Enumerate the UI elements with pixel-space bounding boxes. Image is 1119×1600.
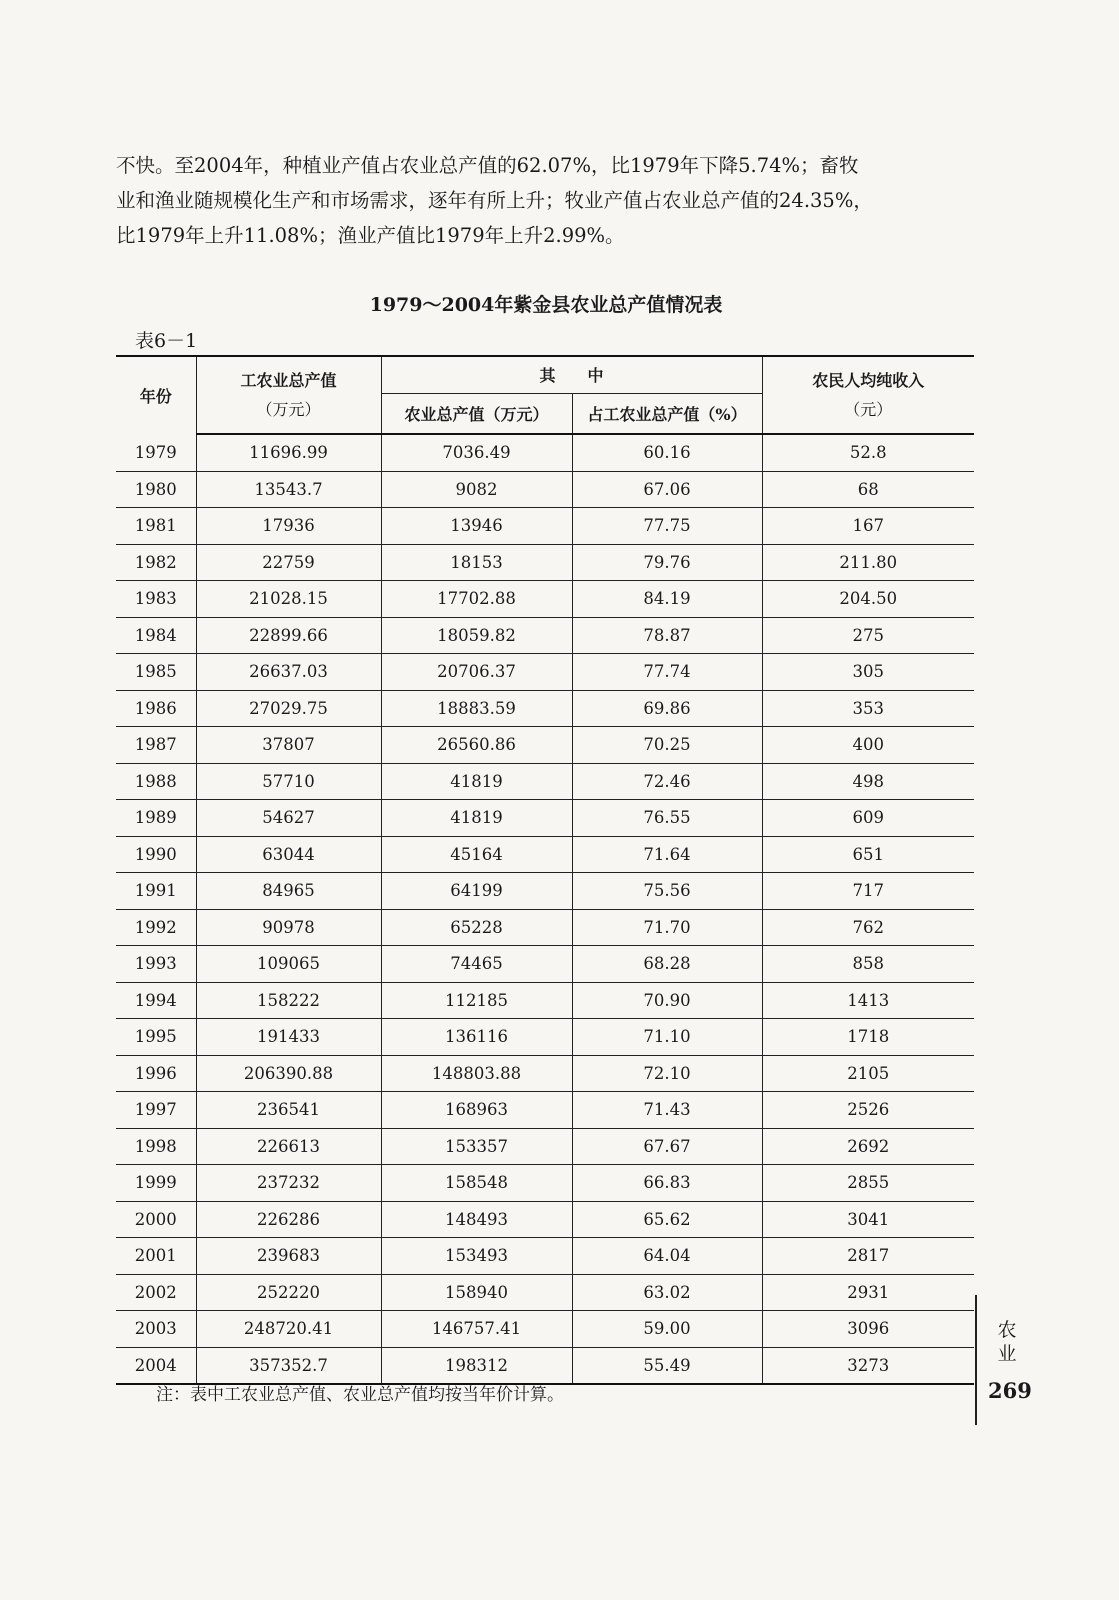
cell-year: 1998 [116,1128,196,1165]
cell-gross-output: 22759 [196,544,381,581]
cell-gross-output: 206390.88 [196,1055,381,1092]
cell-gross-output: 63044 [196,836,381,873]
cell-year: 1981 [116,508,196,545]
cell-agri-share: 75.56 [572,873,762,910]
table-row [116,1238,974,1275]
cell-agri-output: 13946 [381,508,572,545]
cell-agri-output: 18059.82 [381,617,572,654]
cell-agri-output: 148493 [381,1201,572,1238]
cell-gross-output: 57710 [196,763,381,800]
table-title: 1979～2004年紫金县农业总产值情况表 [369,294,723,316]
cell-gross-output: 248720.41 [196,1311,381,1348]
cell-year: 1986 [116,690,196,727]
cell-income: 762 [762,909,974,946]
cell-gross-output: 27029.75 [196,690,381,727]
table-row [116,763,974,800]
cell-year: 1997 [116,1092,196,1129]
cell-agri-share: 63.02 [572,1274,762,1311]
cell-income: 651 [762,836,974,873]
header-agri-share: 占工农业总产值（%） [572,393,762,434]
cell-income: 717 [762,873,974,910]
cell-gross-output: 226613 [196,1128,381,1165]
cell-gross-output: 236541 [196,1092,381,1129]
cell-agri-share: 76.55 [572,800,762,837]
cell-agri-share: 67.06 [572,471,762,508]
cell-year: 1989 [116,800,196,837]
cell-year: 1982 [116,544,196,581]
cell-income: 2692 [762,1128,974,1165]
table-row [116,690,974,727]
cell-gross-output: 239683 [196,1238,381,1275]
cell-year: 1987 [116,727,196,764]
cell-agri-share: 69.86 [572,690,762,727]
cell-income: 211.80 [762,544,974,581]
cell-agri-output: 158940 [381,1274,572,1311]
cell-gross-output: 252220 [196,1274,381,1311]
cell-income: 305 [762,654,974,691]
table-row [116,1201,974,1238]
header-gross-output-unit: （万元） [196,393,381,434]
section-label [994,1318,1020,1366]
cell-year: 1991 [116,873,196,910]
table-row [116,946,974,983]
cell-agri-share: 79.76 [572,544,762,581]
cell-agri-output: 198312 [381,1347,572,1384]
cell-year: 1995 [116,1019,196,1056]
cell-agri-output: 136116 [381,1019,572,1056]
cell-agri-share: 71.10 [572,1019,762,1056]
cell-agri-share: 71.70 [572,909,762,946]
cell-gross-output: 109065 [196,946,381,983]
table-row [116,471,974,508]
cell-gross-output: 22899.66 [196,617,381,654]
cell-gross-output: 158222 [196,982,381,1019]
cell-year: 1999 [116,1165,196,1202]
table-row [116,873,974,910]
table-row [116,909,974,946]
table-label: 表6－1 [135,330,198,352]
header-gross-output: 工农业总产值 [196,356,381,393]
cell-agri-output: 9082 [381,471,572,508]
cell-gross-output: 90978 [196,909,381,946]
cell-agri-share: 84.19 [572,581,762,618]
cell-agri-output: 112185 [381,982,572,1019]
section-label-char: 农 [997,1319,1017,1341]
cell-income: 2817 [762,1238,974,1275]
header-year: 年份 [116,356,196,434]
cell-agri-output: 158548 [381,1165,572,1202]
cell-agri-output: 64199 [381,873,572,910]
paragraph-line: 不快。至2004年，种植业产值占农业总产值的62.07%，比1979年下降5.74%；畜牧 [116,154,859,177]
body-paragraph [116,148,976,253]
table-row [116,434,974,471]
paragraph-line: 业和渔业随规模化生产和市场需求，逐年有所上升；牧业产值占农业总产值的24.35%， [116,189,873,212]
cell-agri-share: 59.00 [572,1311,762,1348]
table-row [116,581,974,618]
table-row [116,727,974,764]
cell-agri-output: 41819 [381,763,572,800]
cell-gross-output: 37807 [196,727,381,764]
header-agri-output: 农业总产值（万元） [381,393,572,434]
cell-year: 1988 [116,763,196,800]
cell-income: 498 [762,763,974,800]
section-label-char: 业 [997,1343,1017,1365]
cell-income: 3096 [762,1311,974,1348]
cell-year: 2001 [116,1238,196,1275]
page-number: 269 [988,1378,1032,1403]
table-row [116,617,974,654]
cell-year: 1993 [116,946,196,983]
cell-agri-share: 77.75 [572,508,762,545]
table-row [116,1274,974,1311]
table-row [116,654,974,691]
cell-agri-share: 70.25 [572,727,762,764]
cell-agri-share: 66.83 [572,1165,762,1202]
cell-agri-share: 65.62 [572,1201,762,1238]
cell-income: 3273 [762,1347,974,1384]
cell-year: 1992 [116,909,196,946]
table-row [116,544,974,581]
cell-year: 1979 [116,434,196,471]
cell-agri-output: 153357 [381,1128,572,1165]
cell-year: 2002 [116,1274,196,1311]
cell-gross-output: 226286 [196,1201,381,1238]
cell-income: 2526 [762,1092,974,1129]
cell-agri-output: 18883.59 [381,690,572,727]
margin-rule [975,1295,977,1425]
cell-year: 1985 [116,654,196,691]
cell-income: 204.50 [762,581,974,618]
cell-agri-share: 71.43 [572,1092,762,1129]
cell-income: 68 [762,471,974,508]
cell-income: 3041 [762,1201,974,1238]
cell-gross-output: 17936 [196,508,381,545]
cell-income: 1413 [762,982,974,1019]
table-row [116,1165,974,1202]
table-row [116,1092,974,1129]
cell-year: 1983 [116,581,196,618]
cell-year: 1990 [116,836,196,873]
cell-income: 400 [762,727,974,764]
cell-agri-output: 65228 [381,909,572,946]
cell-income: 275 [762,617,974,654]
cell-income: 2931 [762,1274,974,1311]
cell-income: 609 [762,800,974,837]
cell-year: 1996 [116,1055,196,1092]
cell-agri-output: 18153 [381,544,572,581]
table-row [116,1055,974,1092]
table-row [116,1347,974,1384]
cell-gross-output: 191433 [196,1019,381,1056]
cell-agri-output: 168963 [381,1092,572,1129]
header-group-of-which: 其 中 [381,356,762,393]
cell-year: 2000 [116,1201,196,1238]
table-row [116,1019,974,1056]
cell-gross-output: 21028.15 [196,581,381,618]
cell-agri-share: 70.90 [572,982,762,1019]
cell-gross-output: 237232 [196,1165,381,1202]
cell-agri-share: 78.87 [572,617,762,654]
agri-output-table [116,355,974,1385]
cell-year: 1980 [116,471,196,508]
cell-agri-output: 7036.49 [381,434,572,471]
cell-agri-output: 45164 [381,836,572,873]
cell-agri-output: 148803.88 [381,1055,572,1092]
cell-agri-share: 64.04 [572,1238,762,1275]
cell-year: 1984 [116,617,196,654]
table-note: 注：表中工农业总产值、农业总产值均按当年价计算。 [156,1385,564,1405]
table-row [116,508,974,545]
cell-agri-share: 72.46 [572,763,762,800]
table-row [116,800,974,837]
table-row [116,836,974,873]
table-row [116,982,974,1019]
cell-gross-output: 26637.03 [196,654,381,691]
cell-income: 1718 [762,1019,974,1056]
cell-income: 52.8 [762,434,974,471]
cell-agri-share: 60.16 [572,434,762,471]
cell-agri-share: 55.49 [572,1347,762,1384]
cell-agri-share: 67.67 [572,1128,762,1165]
cell-agri-output: 146757.41 [381,1311,572,1348]
cell-gross-output: 357352.7 [196,1347,381,1384]
cell-income: 353 [762,690,974,727]
cell-year: 2004 [116,1347,196,1384]
cell-agri-share: 68.28 [572,946,762,983]
cell-income: 167 [762,508,974,545]
cell-income: 2855 [762,1165,974,1202]
cell-agri-share: 72.10 [572,1055,762,1092]
header-income: 农民人均纯收入 [762,356,974,393]
cell-agri-share: 77.74 [572,654,762,691]
cell-year: 1994 [116,982,196,1019]
cell-agri-output: 74465 [381,946,572,983]
cell-gross-output: 13543.7 [196,471,381,508]
cell-income: 858 [762,946,974,983]
table-body [116,434,974,1384]
cell-year: 2003 [116,1311,196,1348]
cell-agri-output: 26560.86 [381,727,572,764]
table-row [116,1128,974,1165]
cell-agri-output: 41819 [381,800,572,837]
cell-gross-output: 84965 [196,873,381,910]
cell-income: 2105 [762,1055,974,1092]
header-income-unit: （元） [762,393,974,434]
cell-agri-output: 153493 [381,1238,572,1275]
cell-gross-output: 11696.99 [196,434,381,471]
paragraph-line: 比1979年上升11.08%；渔业产值比1979年上升2.99%。 [116,224,625,247]
cell-gross-output: 54627 [196,800,381,837]
table-row [116,1311,974,1348]
cell-agri-output: 17702.88 [381,581,572,618]
cell-agri-output: 20706.37 [381,654,572,691]
cell-agri-share: 71.64 [572,836,762,873]
